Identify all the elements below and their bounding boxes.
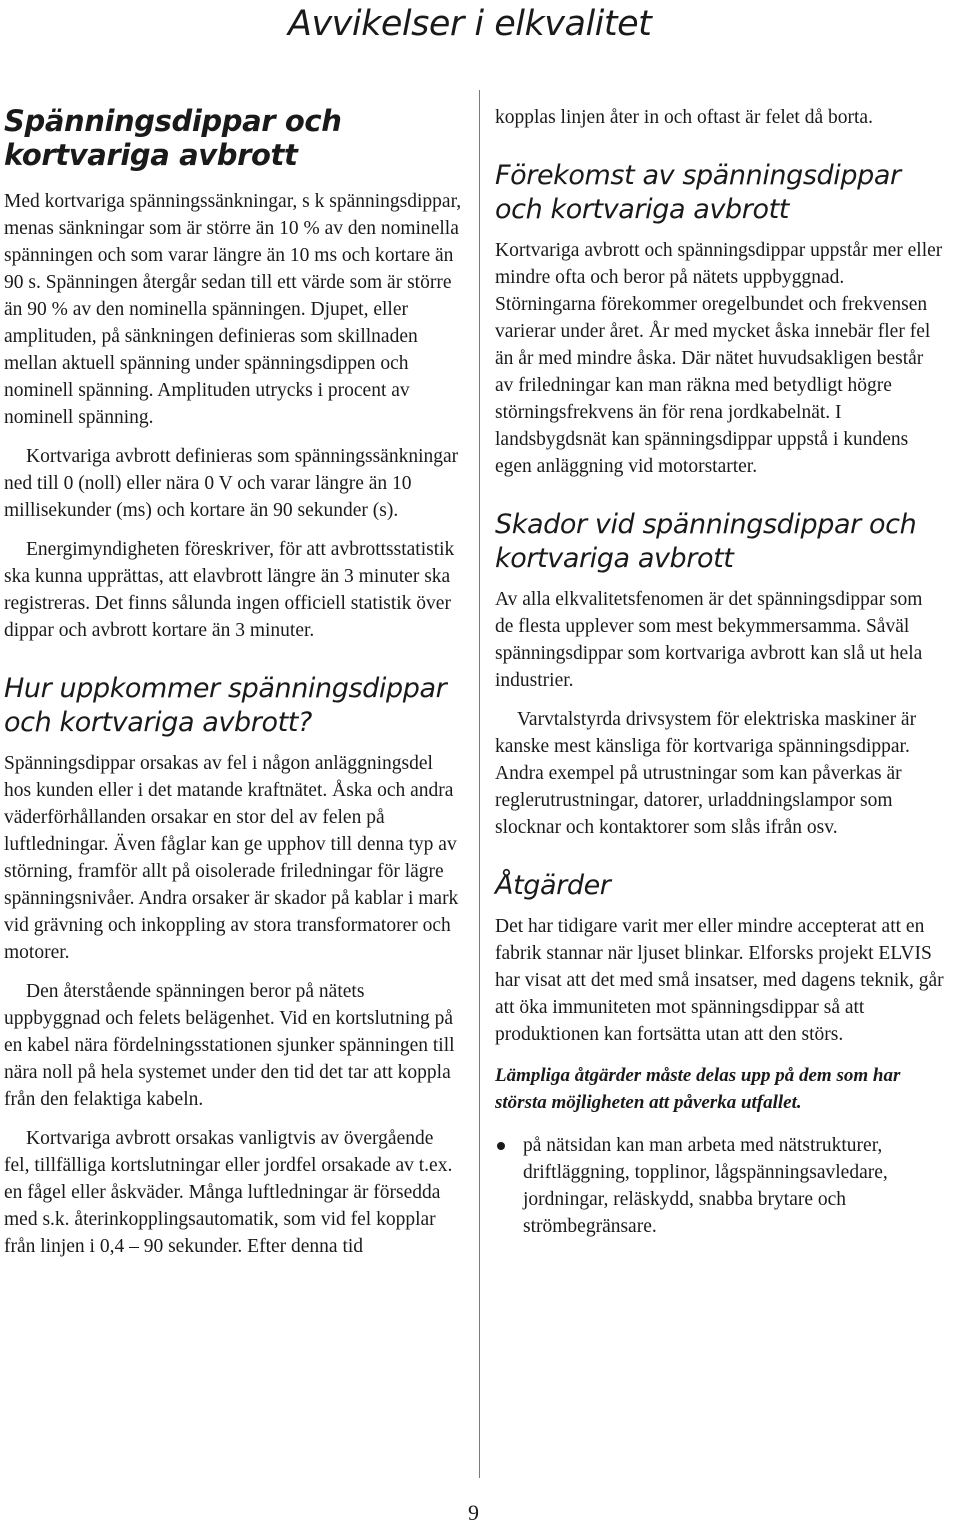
paragraph-causes: Spänningsdippar orsakas av fel i någon anläggningsdel hos kunden eller i det matande kraftnätet. Åska och andra väderförhållanden orsakar en stor del av felen på luftledningar. Även fåglar kan ge upphov till denna typ av störning, framför allt på oisolerade friledningar för lägre spänningsnivåer. Andra orsaker är skador på kablar i mark vid grävning och inkoppling av stora transformatorer och motorer. (4, 753, 459, 963)
section-heading-causes: Hur uppkommer spänningsdippar och kortvariga avbrott? (4, 673, 447, 738)
section-heading-occurrence: Förekomst av spänningsdippar och kortvariga avbrott (495, 160, 901, 225)
section-heading-voltage-dips: Spänningsdippar och kortvariga avbrott (4, 104, 342, 172)
paragraph-occurrence: Kortvariga avbrott och spänningsdippar uppstår mer eller mindre ofta och beror på nätets uppbyggnad. Störningarna förekommer oregelbundet och frekvensen varierar under året. År med mycket åska innebär fler fel än år med mindre åska. Där nätet huvudsakligen består av friledningar kan man räkna med betydligt högre störningsfrekvens än för rena jordkabelnät. I landsbygdsnät kan spänningsdippar uppstå i kundens egen anläggning vid motorstarter. (495, 240, 943, 477)
measures-list (495, 1132, 945, 1240)
paragraph-damage: Av alla elkvalitetsfenomen är det spänningsdippar som de flesta upplever som mest bekymmersamma. Såväl spänningsdippar som kortvariga avbrott kan slå ut hela industrier. (495, 589, 923, 691)
page-number: 9 (468, 1500, 479, 1525)
list-item (495, 1132, 945, 1240)
paragraph-interruption-causes: Kortvariga avbrott orsakas vanligtvis av övergående fel, tillfälliga kortslutningar eller jordfel orsakade av t.ex. en fågel eller åskväder. Många luftledningar är försedda med s.k. återinkopplingsautomatik, som vid fel kopplar från linjen i 0,4 – 90 sekunder. Efter denna tid (4, 1128, 453, 1257)
paragraph-sensitive-equipment: Varvtalstyrda drivsystem för elektriska maskiner är kanske mest känsliga för kortvariga spänningsdippar. Andra exempel på utrustningar som kan påverkas är reglerutrustningar, datorer, urladdningslampor som slocknar och kontaktorer som slås ifrån osv. (495, 709, 917, 838)
left-column (4, 104, 462, 1260)
page-title: Avvikelser i elkvalitet (288, 4, 652, 44)
paragraph-definition-interruptions: Kortvariga avbrott definieras som spänningssänkningar ned till 0 (noll) eller nära 0 V och varar längre än 10 millisekunder (ms) och kortare än 90 sekunder (s). (4, 446, 459, 521)
paragraph-energy-agency: Energimyndigheten föreskriver, för att avbrottsstatistik ska kunna upprättas, att elavbrott längre än 3 minuter ska registreras. Det finns sålunda ingen officiell statistik över dippar och avbrott kortare än 3 minuter. (4, 539, 455, 641)
paragraph-measures-lead: Lämpliga åtgärder måste delas upp på dem som har största möjligheten att påverka utfallet. (495, 1065, 901, 1113)
right-column (495, 104, 945, 1240)
section-heading-measures: Åtgärder (495, 870, 611, 901)
bullet-icon (497, 1142, 505, 1150)
column-divider (479, 90, 480, 1478)
section-heading-damage: Skador vid spänningsdippar och kortvariga avbrott (495, 509, 917, 574)
paragraph-measures: Det har tidigare varit mer eller mindre accepterat att en fabrik stannar när ljuset blinkar. Elforsks projekt ELVIS har visat att det med små insatser, med dagens teknik, går att öka immuniteten mot spänningsdippar så att produktionen kan fortsätta utan att den störs. (495, 916, 944, 1045)
paragraph-continuation: kopplas linjen åter in och oftast är felet då borta. (495, 107, 873, 128)
paragraph-remaining-voltage: Den återstående spänningen beror på nätets uppbyggnad och felets belägenhet. Vid en kortslutning på en kabel nära fördelningsstationen sjunker spänningen till nära noll på hela systemet under den tid det tar att koppla från den felaktiga kabeln. (4, 981, 455, 1110)
paragraph-definition-dips: Med kortvariga spänningssänkningar, s k spänningsdippar, menas sänkningar som är större än 10 % av den nominella spänningen och som varar längre än 10 ms och kortare än 90 s. Spänningen återgår sedan till ett värde som är större än 90 % av den nominella spänningen. Djupet, eller amplituden, på sänkningen definieras som skillnaden mellan aktuell spänning under spänningsdippen och nominell spänning. Amplituden utrycks i procent av nominell spänning. (4, 191, 462, 428)
list-item-text: på nätsidan kan man arbeta med nätstrukturer, driftläggning, topplinor, lågspänningsavledare, jordningar, reläskydd, snabba brytare och strömbegränsare. (523, 1135, 888, 1237)
